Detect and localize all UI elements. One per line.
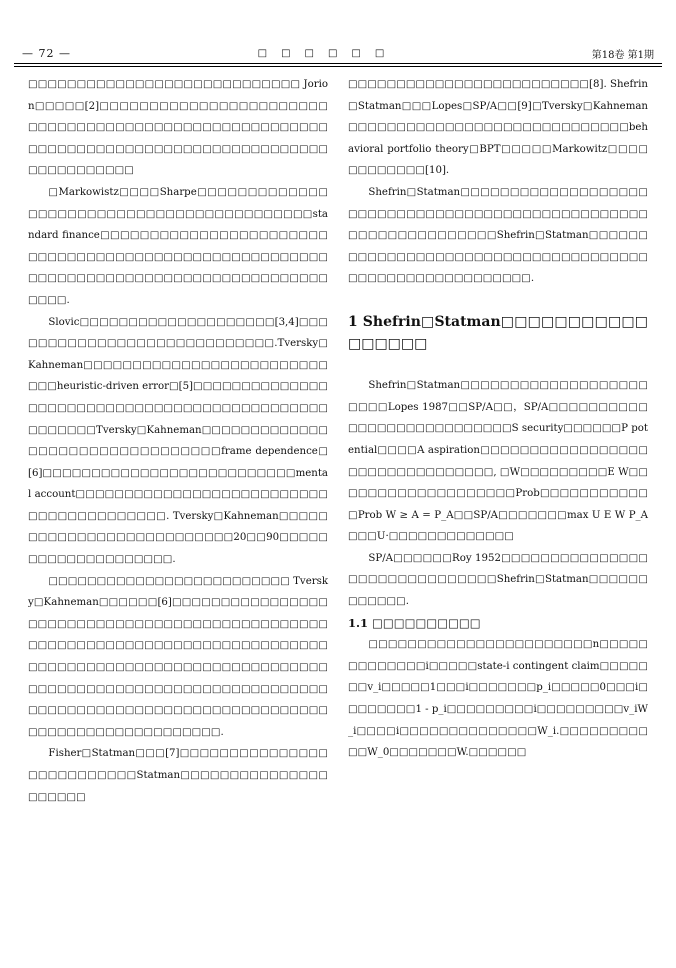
section-heading: 1 Shefrin□Statman□□□□□□□□□□□□□□□□□ (348, 313, 648, 352)
paragraph: □□□□□□□□□□□□□□□□□□□□□□□□□[8]. Shefrin□Statman□□□Lopes□SP/A□□[9]□Tversky□Kahneman□□□□□□□□□□□□□□□□□□□□□□□□□□□□□behavioral portfolio theory□BPT□□□□□Markowitz□□□□□□□□□□□□[10]. (348, 79, 648, 177)
running-header (22, 44, 654, 62)
paragraph: Slovic□□□□□□□□□□□□□□□□□□□□[3,4]□□□□□□□□□□□□□□□□□□□□□□□□□□□□.Tversky□Kahneman□□□□□□□□□□□□□□□□□□□□□□□□□□□□heuristic-driven error□[5]□□□□□□□□□□□□□□□□□□□□□□□□□□□□□□□□□□□□□□□□□□□□□□□□□□□□Tversky□Kahneman□□□□□□□□□□□□□□□□□□□□□□□□□□□□□□□□frame dependence□[6]□□□□□□□□□□□□□□□□□□□□□□□□□□mental account□□□□□□□□□□□□□□□□□□□□□□□□□□□□□□□□□□□□□□□□. Tversky□Kahneman□□□□□□□□□□□□□□□□□□□□□□□□□□20□□90□□□□□□□□□□□□□□□□□□□□. (28, 316, 328, 566)
paragraph: Fisher□Statman□□□[7]□□□□□□□□□□□□□□□□□□□□□□□□□□Statman□□□□□□□□□□□□□□□□□□□□□ (28, 748, 328, 803)
page-number: — 72 — (22, 46, 71, 60)
paragraph: SP/A□□□□□□Roy 1952□□□□□□□□□□□□□□□□□□□□□□□□□□□□□□Shefrin□Statman□□□□□□□□□□□□. (348, 552, 648, 608)
right-column (348, 74, 648, 764)
paragraph: □□□□□□□□□□□□□□□□□□□□□□□□□ Tversky□Kahneman□□□□□□[6]□□□□□□□□□□□□□□□□□□□□□□□□□□□□□□□□□□□□□□□□□□□□□□□□□□□□□□□□□□□□□□□□□□□□□□□□□□□□□□□□□□□□□□□□□□□□□□□□□□□□□□□□□□□□□□□□□□□□□□□□□□□□□□□□□□□□□□□□□□□□□□□□□□□□□□□□□□□□□□□□□□□□□□□□□□□□□□□□□□□□□□□□□□□□□□□. (28, 575, 328, 738)
subsection-heading: 1.1 □□□□□□□□□□ (348, 615, 481, 630)
journal-title: □□□□□□ (257, 47, 399, 59)
paragraph: □Markowistz□□□□Sharpe□□□□□□□□□□□□□□□□□□□□□□□□□□□□□□□□□□□□□□□□□□standard finance□□□□□□□□□□□□□□□□□□□□□□□□□□□□□□□□□□□□□□□□□□□□□□□□□□□□□□□□□□□□□□□□□□□□□□□□□□□□□□□□□□□□□□□□□. (28, 186, 328, 306)
paragraph: □□□□□□□□□□□□□□□□□□□□□□□n□□□□□□□□□□□□□i□□□□□state-i contingent claim□□□□□□□v_i□□□□□1□□□i□□□□□□□p_i□□□□□0□□□i□□□□□□□□1 - p_i□□□□□□□□□i□□□□□□□□□v_iW_i□□□□i□□□□□□□□□□□□□□W_i.□□□□□□□□□□□W_0□□□□□□□W.□□□□□□ (348, 639, 648, 759)
left-column (28, 74, 328, 808)
paragraph: Shefrin□Statman□□□□□□□□□□□□□□□□□□□□□□□□□□□□□□□□□□□□□□□□□□□□□□□□□□□□□□□□□□□□□□□□□Shefrin□Statman□□□□□□□□□□□□□□□□□□□□□□□□□□□□□□□□□□□□□□□□□□□□□□□□□□□□□□□□. (348, 186, 648, 285)
paragraph: Shefrin□Statman□□□□□□□□□□□□□□□□□□□□□□□Lopes 1987□□SP/A□□，SP/A□□□□□□□□□□□□□□□□□□□□□□□□□□□S security□□□□□□P potential□□□□A aspiration□□□□□□□□□□□□□□□□□□□□□□□□□□□□□□□□, □W□□□□□□□□□E W□□□□□□□□□□□□□□□□□□□Prob□□□□□□□□□□□□Prob W ≥ A = P_A□□SP/A□□□□□□□max U E W P_A□□□U·□□□□□□□□□□□□□ (348, 380, 648, 543)
paragraph: □□□□□□□□□□□□□□□□□□□□□□□□□□□□ Jorion□□□□□[2]□□□□□□□□□□□□□□□□□□□□□□□□□□□□□□□□□□□□□□□□□□□□□□□□□□□□□□□□□□□□□□□□□□□□□□□□□□□□□□□□□□□□□□□□□□□□□□□□ (28, 79, 328, 177)
header-rule-bottom (14, 66, 662, 67)
header-rule-top (14, 63, 662, 64)
issue-label: 第18卷 第1期 (591, 49, 654, 61)
